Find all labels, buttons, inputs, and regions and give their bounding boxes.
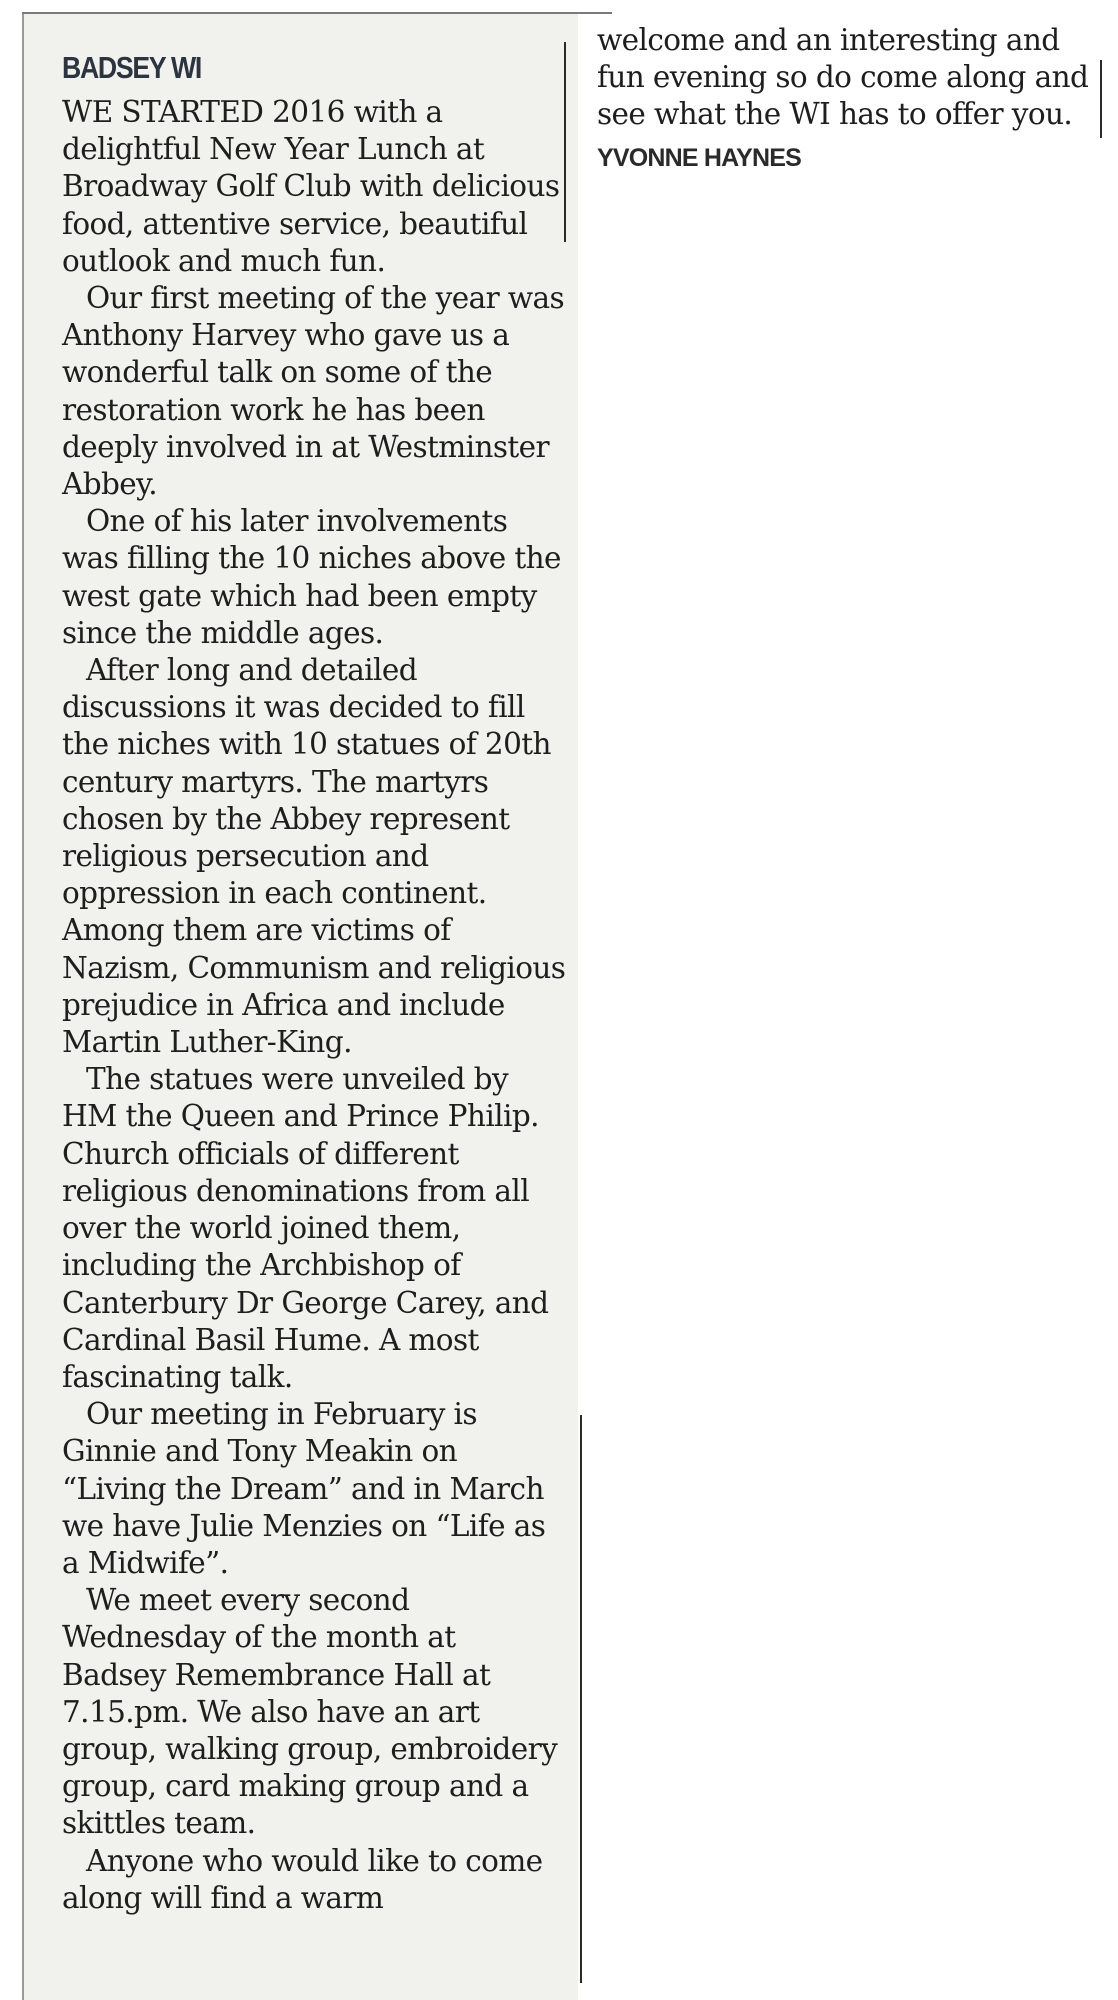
- article-byline: YVONNE HAYNES: [597, 143, 802, 172]
- column-rule: [1100, 60, 1102, 138]
- article-column-left: [62, 94, 567, 1917]
- article-paragraph: Anyone who would like to come along will find a warm: [62, 1843, 543, 1915]
- clipping-top-edge: [22, 12, 612, 14]
- article-column-right: [597, 22, 1097, 174]
- column-rule: [580, 1415, 582, 1983]
- article-paragraph: Our first meeting of the year was Anthony Harvey who gave us a wonderful talk on some of the restoration work he has been deeply involved in at Westminster Abbey.: [62, 281, 565, 502]
- clipping-left-edge: [22, 14, 24, 2000]
- article-headline: BADSEY WI: [62, 50, 201, 85]
- article-paragraph: We meet every second Wednesday of the month at Badsey Remembrance Hall at 7.15.pm. We also have an art group, walking group, embroidery group, card making group and a skittles team.: [62, 1583, 558, 1841]
- article-paragraph: The statues were unveiled by HM the Queen and Prince Philip. Church officials of different religious denominations from all over the world joined them, including the Archbishop of Canterbury Dr George Carey, and Cardinal Basil Hume. A most fascinating talk.: [62, 1062, 549, 1394]
- article-paragraph: After long and detailed discussions it was decided to fill the niches with 10 statues of 20th century martyrs. The martyrs chosen by the Abbey represent religious persecution and oppression in each continent. Among them are victims of Nazism, Communism and religious prejudice in Africa and include Martin Luther-King.: [62, 653, 566, 1060]
- article-paragraph: One of his later involvements was filling the 10 niches above the west gate which had been empty since the middle ages.: [62, 504, 561, 650]
- article-paragraph: WE STARTED 2016 with a delightful New Year Lunch at Broadway Golf Club with delicious food, attentive service, beautiful outlook and much fun.: [62, 95, 560, 278]
- article-continuation: welcome and an interesting and fun evening so do come along and see what the WI has to offer you.: [597, 23, 1089, 132]
- article-paragraph: Our meeting in February is Ginnie and Tony Meakin on “Living the Dream” and in March we have Julie Menzies on “Life as a Midwife”.: [62, 1397, 546, 1580]
